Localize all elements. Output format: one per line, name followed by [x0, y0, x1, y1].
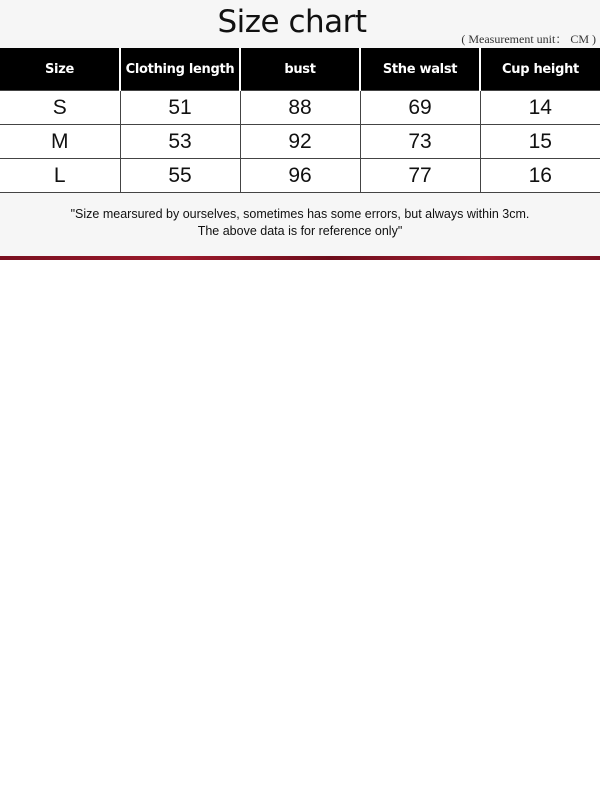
table-cell-waist: 77 [360, 159, 480, 193]
table-cell-clothing-length: 53 [120, 125, 240, 159]
measurement-unit-note: ( Measurement unit： CM ) [461, 32, 596, 46]
header-clothing-length: Clothing length [120, 48, 240, 91]
size-chart-panel [0, 0, 600, 256]
table-row [0, 125, 600, 159]
table-cell-cup-height: 15 [480, 125, 600, 159]
table-cell-bust: 92 [240, 125, 360, 159]
header-bust: bust [240, 48, 360, 91]
table-cell-waist: 73 [360, 125, 480, 159]
disclaimer-line-1: "Size mearsured by ourselves, sometimes has some errors, but always within 3cm. [70, 207, 530, 221]
disclaimer-line-2: The above data is for reference only" [197, 224, 403, 238]
table-row [0, 159, 600, 193]
page-title: Size chart [217, 4, 367, 40]
disclaimer-note [0, 206, 600, 240]
product-photo-strip [0, 256, 600, 260]
table-cell-bust: 88 [240, 91, 360, 125]
table-cell-waist: 69 [360, 91, 480, 125]
header-waist: Sthe walst [360, 48, 480, 91]
table-cell-cup-height: 14 [480, 91, 600, 125]
table-cell-clothing-length: 55 [120, 159, 240, 193]
table-header-row [0, 48, 600, 91]
table-cell-size: S [0, 91, 120, 125]
size-table [0, 48, 600, 193]
table-cell-cup-height: 16 [480, 159, 600, 193]
table-cell-clothing-length: 51 [120, 91, 240, 125]
table-cell-size: L [0, 159, 120, 193]
table-cell-bust: 96 [240, 159, 360, 193]
table-cell-size: M [0, 125, 120, 159]
header-size: Size [0, 48, 120, 91]
header-cup-height: Cup height [480, 48, 600, 91]
table-row [0, 91, 600, 125]
